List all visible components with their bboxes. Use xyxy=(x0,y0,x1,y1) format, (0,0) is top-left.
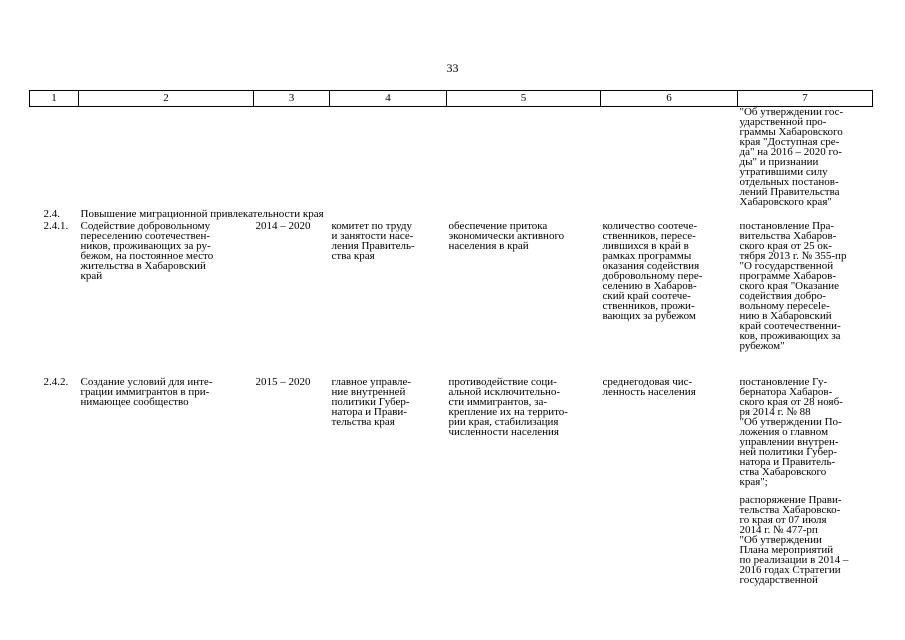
section-number: 2.4. xyxy=(43,208,60,220)
section-row xyxy=(30,207,873,221)
table-header-row xyxy=(30,91,873,107)
column-header: 1 xyxy=(30,91,79,107)
measures-table xyxy=(29,90,873,585)
docs-cell: постановление Гу- бернатора Хабаров- ского края от 28 нояб- ря 2014 г. № 88 "Об утверждении По- ложения о главном управлении внутрен- ней политики Губер- натора и Правитель- ства Хабаровского края"; xyxy=(739,376,843,488)
row-number: 2.4.2. xyxy=(43,376,69,388)
column-header: 3 xyxy=(254,91,330,107)
section-title: Повышение миграционной привлекательности края xyxy=(80,208,324,220)
result-cell: противодействие соци- альной исключительно- сти иммигрантов, за- крепление их на террито- рии края, стабилизация численности населения xyxy=(448,376,568,438)
row-spacer xyxy=(30,351,873,377)
table-row xyxy=(30,377,873,487)
measure-cell: Создание условий для инте- грации иммигрантов в при- нимающее сообщество xyxy=(80,376,213,408)
carry-over-row xyxy=(30,107,873,208)
carry-over-docs: "Об утверждении гос- ударственной про- граммы Хабаровского края "Доступная сре- да" на 2016 – 2020 го- ды" и признании утратившими силу отдельных постанов- лений Правительства Хабаровского края" xyxy=(739,106,844,208)
executor-cell: комитет по труду и занятости насе- ления Правитель- ства края xyxy=(331,220,415,262)
table-row xyxy=(30,221,873,351)
column-header: 4 xyxy=(330,91,447,107)
docs-cell: постановление Пра- вительства Хабаров- ского края от 25 ок- тября 2013 г. № 355-пр "О государственной программе Хабаров- ского края "Оказание содействия добро- вольному пересele- нию в Хабаровский край соотечественни- ков, проживающих за рубежом" xyxy=(739,220,847,352)
column-header: 6 xyxy=(601,91,738,107)
result-cell: обеспечение притока экономически активного населения в край xyxy=(448,220,565,252)
page-number: 33 xyxy=(446,61,459,75)
indicator-cell: количество соотече- ственников, пересе- лившихся в край в рамках программы оказания содействия добровольному пере- селению в Хабаров- ский край соотече- ственников, прожи- вающих за рубежом xyxy=(602,220,703,322)
executor-cell: главное управле- ние внутренней политики Губер- натора и Прави- тельства края xyxy=(331,376,412,428)
column-header: 5 xyxy=(447,91,601,107)
column-header: 2 xyxy=(79,91,254,107)
period-cell: 2015 – 2020 xyxy=(255,376,311,388)
measure-cell: Содействие добровольному переселению соотечествен- ников, проживающих за ру- бежом, на постоянное место жительства в Хабаровский край xyxy=(80,220,214,282)
column-header: 7 xyxy=(738,91,873,107)
period-cell: 2014 – 2020 xyxy=(255,220,311,232)
indicator-cell: среднегодовая чис- ленность населения xyxy=(602,376,696,398)
row-number: 2.4.1. xyxy=(43,220,69,232)
docs-cell: распоряжение Прави- тельства Хабаровско- го края от 07 июля 2014 г. № 477-рп "Об утверждении Плана мероприятий по реализации в 2014 – 2016 годах Стратегии государственной xyxy=(739,494,849,586)
table-row-continued xyxy=(30,495,873,585)
